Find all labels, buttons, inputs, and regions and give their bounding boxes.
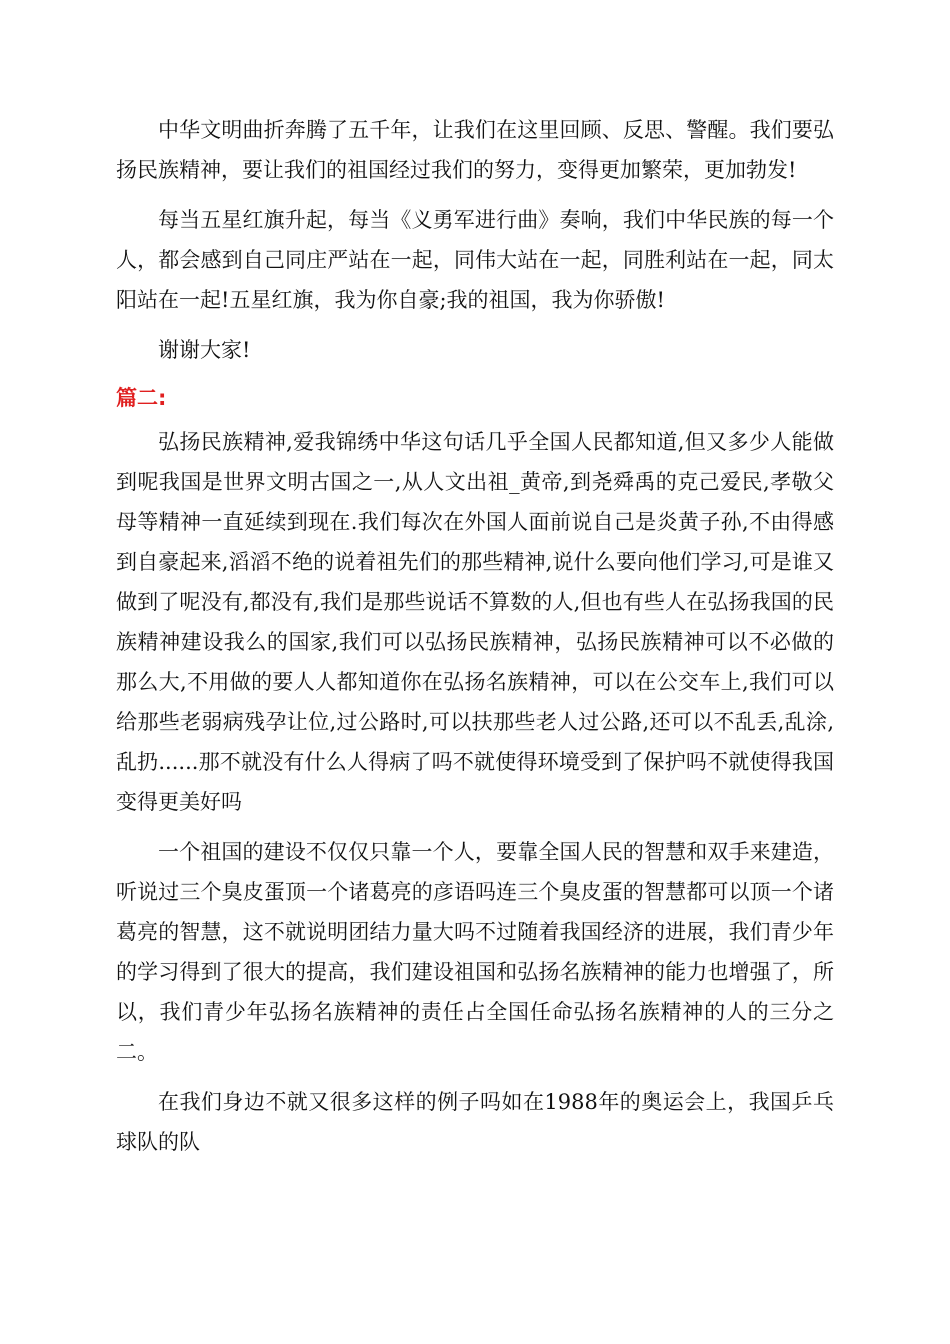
paragraph-1: 中华文明曲折奔腾了五千年，让我们在这里回顾、反思、警醒。我们要弘扬民族精神，要让我们的祖国经过我们的努力，变得更加繁荣，更加勃发! — [116, 118, 834, 182]
document-page — [116, 110, 834, 1172]
paragraph-3: 谢谢大家! — [158, 338, 251, 362]
paragraph-2: 每当五星红旗升起，每当《义勇军进行曲》奏响，我们中华民族的每一个人，都会感到自己同庄严站在一起，同伟大站在一起，同胜利站在一起，同太阳站在一起!五星红旗，我为你自豪;我的祖国，我为你骄傲! — [116, 208, 834, 312]
paragraph-4: 弘扬民族精神,爱我锦绣中华这句话几乎全国人民都知道,但又多少人能做到呢我国是世界文明古国之一,从人文出祖_黄帝,到尧舜禹的克己爱民,孝敬父母等精神一直延续到现在.我们每次在外国人面前说自己是炎黄子孙,不由得感到自豪起来,滔滔不绝的说着祖先们的那些精神,说什么要向他们学习,可是谁又做到了呢没有,都没有,我们是那些说话不算数的人,但也有些人在弘扬我国的民族精神建设我么的国家,我们可以弘扬民族精神，弘扬民族精神可以不必做的那么大,不用做的要人人都知道你在弘扬名族精神，可以在公交车上,我们可以给那些老弱病残孕让位,过公路时,可以扶那些老人过公路,还可以不乱丢,乱涂,乱扔......那不就没有什么人得病了吗不就使得环境受到了保护吗不就使得我国变得更美好吗 — [116, 430, 834, 814]
paragraph-5: 一个祖国的建设不仅仅只靠一个人，要靠全国人民的智慧和双手来建造，听说过三个臭皮蛋顶一个诸葛亮的彦语吗连三个臭皮蛋的智慧都可以顶一个诸葛亮的智慧，这不就说明团结力量大吗不过随着我国经济的进展，我们青少年的学习得到了很大的提高，我们建设祖国和弘扬名族精神的能力也增强了，所以，我们青少年弘扬名族精神的责任占全国任命弘扬名族精神的人的三分之二。 — [116, 840, 834, 1064]
paragraph-6: 在我们身边不就又很多这样的例子吗如在1988年的奥运会上，我国乒乓球队的队 — [116, 1090, 834, 1154]
section-heading: 篇二: — [116, 386, 167, 410]
